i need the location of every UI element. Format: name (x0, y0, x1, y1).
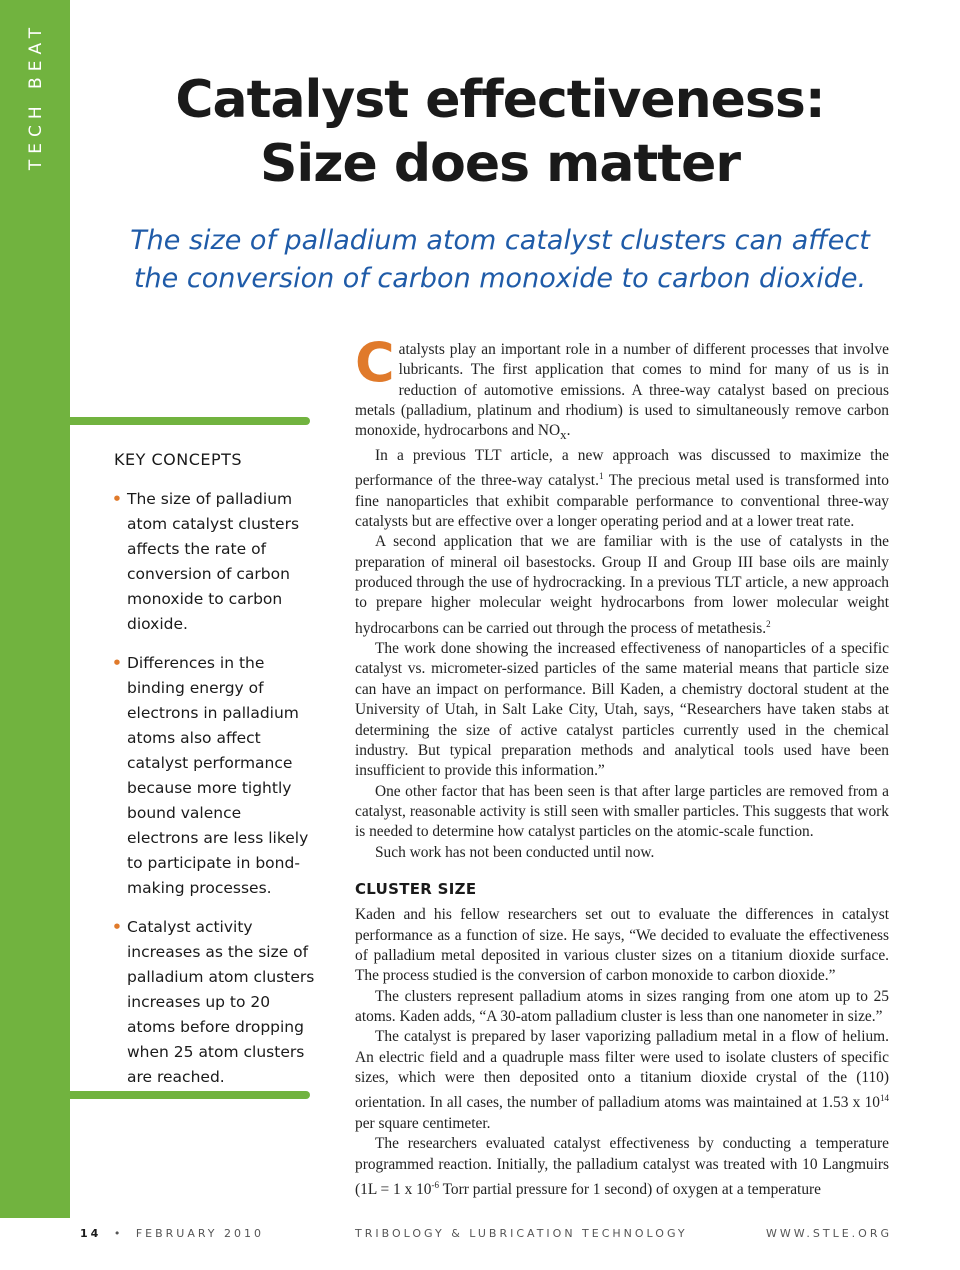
paragraph-text: atalysts play an important role in a number of different processes that involve lubricants. The first application that comes to mind for many of us is in reduction of automotive emissions. A three-way catalyst based on precious metals (palladium, platinum and rhodium) is used to simultaneously remove carbon monoxide, hydrocarbons and NO (355, 341, 889, 440)
article-body (355, 331, 889, 1200)
paragraph-text: A second application that we are familiar with is the use of catalysts in the preparation of mineral oil basestocks. Group II and Group III base oils are mainly produced through the use of hydrocracking. In a previous TLT article, a new approach to prepare higher molecular weight hydrocarbons from lower molecular weight hydrocarbons can be carried out through the process of metathesis. (355, 533, 889, 637)
key-concept-text: The size of palladium atom catalyst clusters affects the rate of conversion of carbon monoxide to carbon dioxide. (127, 490, 300, 633)
paragraph-text: Torr partial pressure for 1 second) of oxygen at a temperature (439, 1180, 821, 1198)
key-concept-item (112, 651, 317, 901)
title-line-2: Size does matter (259, 134, 741, 194)
section-label: TECH BEAT (26, 21, 46, 171)
body-paragraph: Such work has not been conducted until now. (375, 843, 655, 861)
body-paragraph: The clusters represent palladium atoms in sizes ranging from one atom up to 25 atoms. Kaden adds, “A 30-atom palladium cluster is less than one nanometer in size.” (355, 987, 889, 1025)
key-concepts-heading: KEY CONCEPTS (114, 450, 243, 469)
footer-separator: • (113, 1227, 124, 1240)
footer-page-info (80, 1227, 264, 1240)
body-paragraph: The work done showing the increased effectiveness of nanoparticles of a specific catalyst vs. micrometer-sized particles of the same material means that particle size can have an impact on performance. Bill Kaden, a chemistry doctoral student at the University of Utah, in Salt Lake City, Utah, says, “Researchers have taken stabs at determining the size of active catalyst particles currently used in the chemical industry. But typical preparation methods and analytical tools used have been insufficient to provide this information.” (355, 640, 889, 780)
key-concept-text: Differences in the binding energy of electrons in palladium atoms also affect catalyst performance because more tightly bound valence electrons are less likely to participate in bond-making processes. (127, 654, 309, 897)
bullet-icon: • (112, 654, 122, 672)
section-color-bar (0, 0, 70, 1218)
bullet-icon: • (112, 918, 122, 936)
superscript: 14 (880, 1093, 889, 1104)
key-concept-text: Catalyst activity increases as the size of palladium atom clusters increases up to 20 atoms before dropping when 25 atom clusters are reached. (127, 918, 315, 1086)
superscript: -6 (431, 1179, 440, 1190)
paragraph-text: per square centimeter. (355, 1114, 491, 1132)
subscript: x (560, 428, 567, 443)
body-paragraph (355, 331, 889, 446)
key-concept-item (112, 487, 317, 637)
body-paragraph (355, 446, 889, 533)
website-link[interactable]: WWW.STLE.ORG (766, 1227, 892, 1240)
sidebar-bottom-rule (70, 1091, 310, 1099)
article-title (80, 68, 920, 196)
issue-date: FEBRUARY 2010 (135, 1227, 265, 1240)
body-paragraph: One other factor that has been seen is that after large particles are removed from a catalyst, reasonable activity is still seen with smaller particles. This suggests that work is needed to determine how catalyst particles on the atomic-scale function. (355, 782, 889, 841)
paragraph-text: . (566, 422, 571, 440)
paragraph-text: The precious metal used is transformed into fine nanoparticles that exhibit comparable performance to conventional three-way catalysts but are effective over a longer operating period and at a lower treat rate. (355, 472, 889, 530)
body-paragraph (355, 532, 889, 639)
key-concepts-list (112, 487, 317, 1090)
section-heading: CLUSTER SIZE (355, 879, 477, 898)
paragraph-text: The catalyst is prepared by laser vaporizing palladium metal in a flow of helium. An electric field and a quadruple mass filter were used to isolate clusters of specific sizes, which were then deposited onto a titanium dioxide crystal of the (110) orientation. In all cases, the number of palladium atoms was maintained at 1.53 x 10 (355, 1028, 889, 1112)
key-concept-item (112, 915, 317, 1090)
subtitle-line-1: The size of palladium atom catalyst clusters can affect (130, 225, 870, 256)
subtitle-line-2: the conversion of carbon monoxide to carbon dioxide. (133, 263, 867, 294)
paragraph-text: In a previous TLT article, a new approach was discussed to maximize the performance of the three-way catalyst. (355, 446, 889, 490)
title-line-1: Catalyst effectiveness: (175, 70, 825, 130)
body-paragraph (355, 1027, 889, 1134)
key-concepts-sidebar (112, 450, 317, 1104)
sidebar-top-rule (70, 417, 310, 425)
footnote-ref: 2 (766, 618, 771, 629)
drop-cap: C (355, 331, 395, 394)
paragraph-text: The researchers evaluated catalyst effectiveness by conducting a temperature programmed reaction. Initially, the palladium catalyst was treated with 10 Langmuirs (1L = 1 x 10 (355, 1135, 889, 1198)
page-number: 14 (80, 1227, 102, 1240)
article-subtitle (80, 222, 920, 298)
footnote-ref: 1 (598, 471, 604, 482)
publication-name: TRIBOLOGY & LUBRICATION TECHNOLOGY (355, 1227, 688, 1240)
bullet-icon: • (112, 490, 122, 508)
body-paragraph (355, 1134, 889, 1200)
body-paragraph: Kaden and his fellow researchers set out to evaluate the differences in catalyst performance as a function of size. He says, “We decided to evaluate the effectiveness of palladium metal deposited in various cluster sizes on a titanium dioxide surface. The process studied is the conversion of carbon monoxide to carbon dioxide.” (355, 906, 889, 985)
